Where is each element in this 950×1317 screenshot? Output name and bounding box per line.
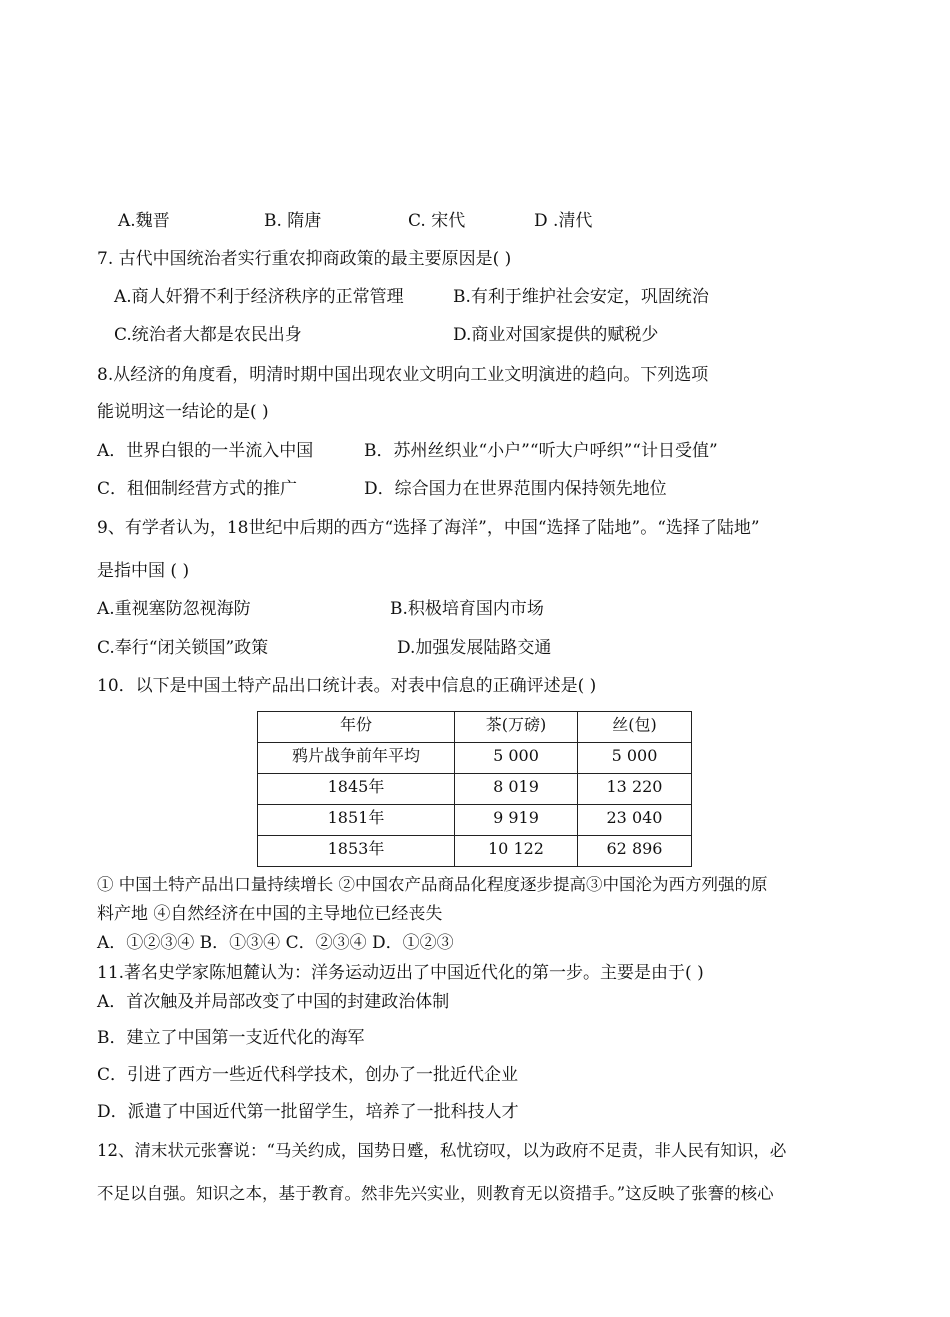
q7-option-b: B.有利于维护社会安定，巩固统治 bbox=[453, 287, 709, 307]
q10-options: A．①②③④ B．①③④ C．②③④ D．①②③ bbox=[97, 933, 454, 953]
q9-option-b: B.积极培育国内市场 bbox=[390, 599, 544, 619]
table-cell: 8 019 bbox=[455, 774, 578, 805]
q8-stem-line1: 8.从经济的角度看，明清时期中国出现农业文明向工业文明演进的趋向。下列选项 bbox=[97, 365, 709, 385]
table-header-row bbox=[258, 712, 692, 743]
q7-stem: 7. 古代中国统治者实行重农抑商政策的最主要原因是( ) bbox=[97, 249, 512, 269]
q11-option-d: D．派遣了中国近代第一批留学生，培养了一批科技人才 bbox=[97, 1102, 519, 1122]
q7-option-c: C.统治者大都是农民出身 bbox=[114, 325, 302, 345]
q12-line1: 12、清末状元张謇说：“马关约成，国势日蹙，私忧窃叹，以为政府不足责，非人民有知识，必 bbox=[97, 1141, 787, 1160]
q8-option-a: A．世界白银的一半流入中国 bbox=[97, 441, 314, 461]
q6-option-c: C. 宋代 bbox=[408, 211, 466, 231]
q8-option-d: D．综合国力在世界范围内保持领先地位 bbox=[364, 479, 667, 499]
table-cell: 1851年 bbox=[258, 805, 455, 836]
q9-stem-line2: 是指中国 ( ) bbox=[97, 561, 190, 581]
q6-option-b: B. 隋唐 bbox=[264, 211, 322, 231]
q11-stem: 11.著名史学家陈旭麓认为：洋务运动迈出了中国近代化的第一步。主要是由于( ) bbox=[97, 963, 704, 983]
q11-option-a: A．首次触及并局部改变了中国的封建政治体制 bbox=[97, 992, 450, 1012]
q10-statements-line1: ① 中国土特产品出口量持续增长 ②中国农产品商品化程度逐步提高③中国沦为西方列强的原 bbox=[97, 875, 768, 894]
table-header-cell: 年份 bbox=[258, 712, 455, 743]
table-cell: 9 919 bbox=[455, 805, 578, 836]
q12-line2: 不足以自强。知识之本，基于教育。然非先兴实业，则教育无以资措手。”这反映了张謇的核心 bbox=[97, 1184, 774, 1203]
q11-option-b: B．建立了中国第一支近代化的海军 bbox=[97, 1028, 365, 1048]
table-row bbox=[258, 774, 692, 805]
export-statistics-table bbox=[257, 711, 692, 867]
table-cell: 10 122 bbox=[455, 836, 578, 867]
table-row bbox=[258, 743, 692, 774]
q8-stem-line2: 能说明这一结论的是( ) bbox=[97, 402, 269, 422]
q9-option-c: C.奉行“闭关锁国”政策 bbox=[97, 638, 269, 658]
q10-statements-line2: 料产地 ④自然经济在中国的主导地位已经丧失 bbox=[97, 904, 443, 924]
table-row bbox=[258, 836, 692, 867]
table-cell: 13 220 bbox=[578, 774, 692, 805]
table-row bbox=[258, 805, 692, 836]
q8-option-b: B．苏州丝织业“小户”“听大户呼织”“计日受值” bbox=[364, 441, 718, 461]
table-cell: 1845年 bbox=[258, 774, 455, 805]
q9-stem-line1: 9、有学者认为，18世纪中后期的西方“选择了海洋”，中国“选择了陆地”。“选择了陆地” bbox=[97, 518, 760, 538]
table-cell: 鸦片战争前年平均 bbox=[258, 743, 455, 774]
q8-option-c: C．租佃制经营方式的推广 bbox=[97, 479, 298, 499]
q6-option-d: D .清代 bbox=[534, 211, 593, 231]
q6-option-a: A.魏晋 bbox=[118, 211, 170, 231]
q9-option-d: D.加强发展陆路交通 bbox=[397, 638, 552, 658]
table-header-cell: 丝(包) bbox=[578, 712, 692, 743]
table-cell: 23 040 bbox=[578, 805, 692, 836]
table-cell: 5 000 bbox=[455, 743, 578, 774]
q7-option-a: A.商人奸猾不利于经济秩序的正常管理 bbox=[114, 287, 404, 307]
q11-option-c: C．引进了西方一些近代科学技术，创办了一批近代企业 bbox=[97, 1065, 519, 1085]
table-header-cell: 茶(万磅) bbox=[455, 712, 578, 743]
table-cell: 1853年 bbox=[258, 836, 455, 867]
q7-option-d: D.商业对国家提供的赋税少 bbox=[453, 325, 659, 345]
q9-option-a: A.重视塞防忽视海防 bbox=[97, 599, 251, 619]
table-cell: 5 000 bbox=[578, 743, 692, 774]
table-cell: 62 896 bbox=[578, 836, 692, 867]
q10-stem: 10．以下是中国土特产品出口统计表。对表中信息的正确评述是( ) bbox=[97, 676, 597, 696]
